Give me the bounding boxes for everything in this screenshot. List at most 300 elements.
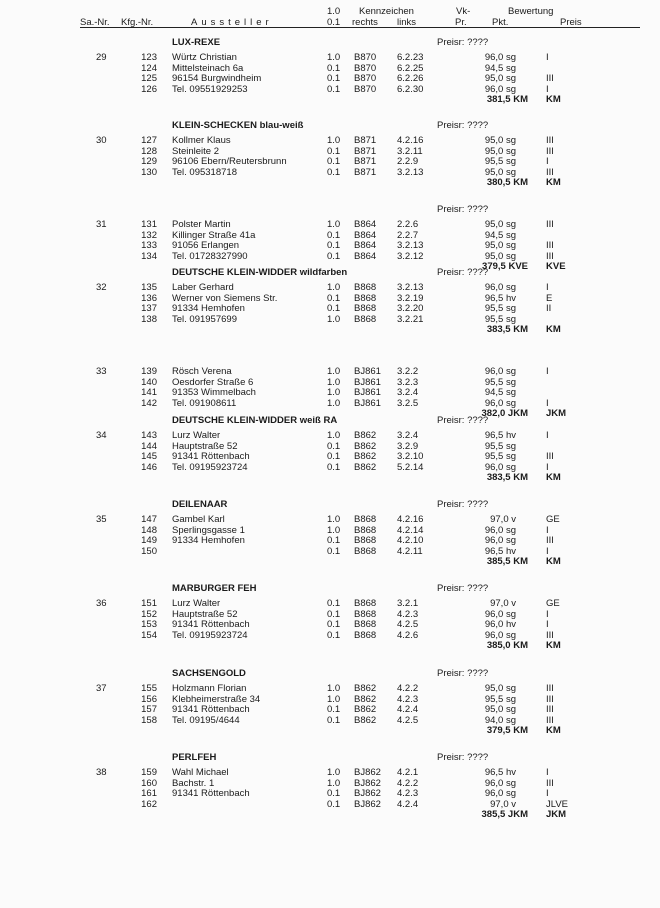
prize-cell: III (546, 145, 554, 157)
table-row (0, 230, 660, 241)
header-links: links (397, 17, 417, 28)
aussteller-cell: Steinleite 2 (172, 145, 220, 157)
total-points: 383,5 KM (486, 323, 528, 335)
total-points: 380,5 KM (486, 176, 528, 188)
aussteller-cell: Bachstr. 1 (172, 777, 215, 789)
prize-cell: III (546, 693, 554, 705)
tattoo-left-cell: 4.2.3 (397, 608, 419, 620)
tattoo-right-cell: BJ862 (354, 777, 381, 789)
section-block (0, 752, 660, 832)
table-row (0, 52, 660, 63)
header-rule (80, 27, 640, 28)
sex-cell: 0.1 (327, 608, 341, 620)
kaefig-nr: 123 (141, 52, 157, 63)
prize-cell: III (546, 240, 554, 252)
prize-cell: I (546, 619, 549, 631)
points-cell: 95,0 sg (484, 240, 516, 252)
tattoo-right-cell: B868 (354, 608, 377, 620)
total-prize: JKM (546, 808, 567, 820)
points-cell: 94,0 sg (484, 715, 516, 727)
tattoo-left-cell: 3.2.12 (397, 251, 424, 263)
total-points: 382,0 JKM (481, 407, 528, 419)
tattoo-left-cell: 3.2.13 (397, 282, 424, 293)
kaefig-nr: 143 (141, 430, 157, 441)
section-preisrichter: Preisr: ???? (437, 267, 489, 278)
table-row (0, 63, 660, 74)
header-kfg-nr: Kfg.-Nr. (121, 17, 154, 28)
aussteller-cell: Tel. 01728327990 (172, 251, 248, 263)
sex-cell: 0.1 (327, 251, 341, 263)
table-row (0, 146, 660, 157)
header-vk: Vk- (456, 6, 471, 17)
kaefig-nr: 128 (141, 145, 157, 157)
aussteller-cell: 91341 Röttenbach (172, 704, 250, 716)
points-cell: 95,0 sg (484, 145, 516, 157)
points-cell: 96,0 sg (484, 535, 516, 547)
total-prize: KM (546, 176, 561, 188)
tattoo-right-cell: B864 (354, 219, 377, 230)
points-cell: 95,0 sg (484, 219, 516, 230)
kaefig-nr: 132 (141, 229, 157, 241)
kaefig-nr: 124 (141, 62, 157, 74)
aussteller-cell: Tel. 095318718 (172, 167, 237, 179)
prize-cell: III (546, 73, 554, 85)
prize-cell: JLVE (546, 799, 569, 811)
section-block (0, 415, 660, 495)
sex-cell: 1.0 (327, 376, 341, 388)
points-cell: 96,5 hv (484, 430, 516, 441)
aussteller-cell: 91341 Röttenbach (172, 451, 250, 463)
points-cell: 95,5 sg (484, 451, 516, 463)
aussteller-cell: Lurz Walter (172, 598, 221, 609)
tattoo-left-cell: 4.2.14 (397, 524, 424, 536)
section-preisrichter: Preisr: ???? (437, 583, 489, 594)
tattoo-left-cell: 3.2.19 (397, 292, 424, 304)
aussteller-cell: Oesdorfer Straße 6 (172, 376, 254, 388)
section-preisrichter: Preisr: ???? (437, 204, 489, 215)
points-cell: 96,0 sg (484, 462, 516, 474)
aussteller-cell: Killinger Straße 41a (172, 229, 256, 241)
section-title: DEUTSCHE KLEIN-WIDDER weiß RA (172, 415, 338, 426)
tattoo-right-cell: B868 (354, 292, 377, 304)
points-cell: 96,0 sg (484, 84, 516, 96)
table-row (0, 387, 660, 398)
aussteller-cell: Polster Martin (172, 219, 231, 230)
total-prize: KM (546, 471, 561, 483)
section-preisrichter: Preisr: ???? (437, 668, 489, 679)
kaefig-nr: 130 (141, 167, 157, 179)
sex-cell: 0.1 (327, 799, 341, 811)
total-prize: KM (546, 639, 561, 651)
tattoo-right-cell: B868 (354, 546, 377, 558)
kaefig-nr: 152 (141, 608, 157, 620)
points-cell: 95,5 sg (484, 303, 516, 315)
tattoo-left-cell: 3.2.4 (397, 387, 419, 399)
tattoo-right-cell: B868 (354, 303, 377, 315)
aussteller-cell: Tel. 09195923724 (172, 462, 248, 474)
kaefig-nr: 162 (141, 799, 157, 811)
sammlung-nr: 37 (96, 683, 107, 694)
aussteller-cell: Holzmann Florian (172, 683, 247, 694)
points-cell: 95,0 sg (484, 704, 516, 716)
prize-cell: III (546, 715, 554, 727)
sammlung-nr: 35 (96, 514, 107, 525)
sex-cell: 0.1 (327, 440, 341, 452)
kaefig-nr: 141 (141, 387, 157, 399)
kaefig-nr: 155 (141, 683, 157, 694)
table-row (0, 525, 660, 536)
tattoo-left-cell: 4.2.16 (397, 135, 424, 146)
points-cell: 96,0 sg (484, 608, 516, 620)
table-row (0, 303, 660, 314)
sex-cell: 0.1 (327, 292, 341, 304)
sex-cell: 1.0 (327, 219, 341, 230)
prize-cell: I (546, 52, 549, 63)
total-points: 379,5 KVE (482, 260, 528, 272)
tattoo-right-cell: B864 (354, 229, 377, 241)
sex-cell: 0.1 (327, 73, 341, 85)
tattoo-right-cell: B864 (354, 251, 377, 263)
aussteller-cell: Würtz Christian (172, 52, 237, 63)
section-title: KLEIN-SCHECKEN blau-weiß (172, 120, 304, 131)
header-bewertung: Bewertung (508, 6, 554, 17)
points-cell: 97,0 v (490, 799, 516, 811)
total-points: 385,0 KM (486, 639, 528, 651)
aussteller-cell: 91334 Hemhofen (172, 303, 245, 315)
table-row (0, 535, 660, 546)
tattoo-left-cell: 4.2.2 (397, 777, 419, 789)
tattoo-right-cell: B868 (354, 282, 377, 293)
section-block (0, 120, 660, 200)
kaefig-nr: 125 (141, 73, 157, 85)
section-block (0, 499, 660, 579)
prize-cell: III (546, 451, 554, 463)
kaefig-nr: 154 (141, 630, 157, 642)
tattoo-left-cell: 3.2.4 (397, 430, 419, 441)
table-row (0, 219, 660, 230)
sex-cell: 0.1 (327, 715, 341, 727)
kaefig-nr: 136 (141, 292, 157, 304)
sex-cell: 0.1 (327, 546, 341, 558)
points-cell: 96,0 sg (484, 282, 516, 293)
points-cell: 95,0 sg (484, 683, 516, 694)
tattoo-left-cell: 4.2.11 (397, 546, 423, 558)
aussteller-cell: Hauptstraße 52 (172, 440, 238, 452)
kaefig-nr: 139 (141, 366, 157, 377)
sex-cell: 0.1 (327, 630, 341, 642)
points-cell: 95,5 sg (484, 440, 516, 452)
tattoo-right-cell: B868 (354, 630, 377, 642)
sex-cell: 1.0 (327, 314, 341, 326)
prize-cell: I (546, 788, 549, 800)
sex-cell: 0.1 (327, 598, 341, 609)
points-cell: 95,0 sg (484, 73, 516, 85)
points-cell: 96,5 hv (484, 292, 516, 304)
sex-cell: 0.1 (327, 788, 341, 800)
aussteller-cell: Rösch Verena (172, 366, 232, 377)
sex-cell: 1.0 (327, 387, 341, 399)
tattoo-right-cell: B862 (354, 683, 377, 694)
table-row (0, 430, 660, 441)
sex-cell: 0.1 (327, 619, 341, 631)
aussteller-cell: 91353 Wimmelbach (172, 387, 256, 399)
sammlung-nr: 31 (96, 219, 107, 230)
prize-cell: GE (546, 514, 560, 525)
aussteller-cell: 96106 Ebern/Reutersbrunn (172, 156, 287, 168)
prize-cell: I (546, 767, 549, 778)
section-preisrichter: Preisr: ???? (437, 499, 489, 510)
total-prize: KM (546, 323, 561, 335)
prize-cell: III (546, 630, 554, 642)
aussteller-cell: Mittelsteinach 6a (172, 62, 244, 74)
tattoo-left-cell: 6.2.30 (397, 84, 424, 96)
kaefig-nr: 142 (141, 398, 157, 410)
tattoo-right-cell: B862 (354, 693, 377, 705)
section-title: DEUTSCHE KLEIN-WIDDER wildfarben (172, 267, 348, 278)
total-row (0, 556, 660, 567)
points-cell: 94,5 sg (484, 387, 516, 399)
header-rechts: rechts (352, 17, 378, 28)
points-cell: 96,0 hv (484, 619, 516, 631)
table-row (0, 282, 660, 293)
kaefig-nr: 135 (141, 282, 157, 293)
aussteller-cell: Lurz Walter (172, 430, 221, 441)
section-title: LUX-REXE (172, 37, 221, 48)
tattoo-right-cell: B862 (354, 430, 377, 441)
sex-cell: 0.1 (327, 451, 341, 463)
points-cell: 95,5 sg (484, 156, 516, 168)
table-row (0, 778, 660, 789)
tattoo-right-cell: BJ862 (354, 788, 381, 800)
tattoo-left-cell: 4.2.1 (397, 767, 419, 778)
tattoo-left-cell: 2.2.6 (397, 219, 419, 230)
total-row (0, 324, 660, 335)
tattoo-right-cell: B862 (354, 440, 377, 452)
sex-cell: 1.0 (327, 52, 341, 63)
section-block (0, 267, 660, 347)
header-sex-female: 0.1 (327, 17, 341, 28)
table-row (0, 135, 660, 146)
tattoo-left-cell: 5.2.14 (397, 462, 424, 474)
tattoo-right-cell: B868 (354, 314, 377, 326)
table-row (0, 156, 660, 167)
kaefig-nr: 156 (141, 693, 157, 705)
kaefig-nr: 137 (141, 303, 157, 315)
tattoo-left-cell: 3.2.13 (397, 240, 424, 252)
tattoo-left-cell: 2.2.9 (397, 156, 419, 168)
section-preisrichter: Preisr: ???? (437, 752, 489, 763)
points-cell: 96,0 sg (484, 788, 516, 800)
points-cell: 96,5 hv (484, 767, 516, 778)
points-cell: 96,5 hv (484, 546, 516, 558)
total-prize: KVE (546, 260, 566, 272)
points-cell: 94,5 sg (484, 62, 516, 74)
kaefig-nr: 160 (141, 777, 157, 789)
points-cell: 97,0 v (490, 514, 516, 525)
kaefig-nr: 146 (141, 462, 157, 474)
sammlung-nr: 36 (96, 598, 107, 609)
sex-cell: 0.1 (327, 704, 341, 716)
aussteller-cell: Tel. 09195/4644 (172, 715, 240, 727)
table-row (0, 73, 660, 84)
kaefig-nr: 159 (141, 767, 157, 778)
section-title: PERLFEH (172, 752, 217, 763)
kaefig-nr: 148 (141, 524, 157, 536)
table-row (0, 514, 660, 525)
sex-cell: 0.1 (327, 62, 341, 74)
aussteller-cell: 91341 Röttenbach (172, 788, 250, 800)
total-row (0, 725, 660, 736)
tattoo-right-cell: B862 (354, 451, 377, 463)
header-pr: Pr. (455, 17, 467, 28)
aussteller-cell: Tel. 091957699 (172, 314, 237, 326)
total-row (0, 640, 660, 651)
prize-cell: III (546, 251, 554, 263)
tattoo-right-cell: B862 (354, 715, 377, 727)
prize-cell: II (546, 303, 552, 315)
sex-cell: 0.1 (327, 535, 341, 547)
aussteller-cell: 91056 Erlangen (172, 240, 240, 252)
points-cell: 95,5 sg (484, 376, 516, 388)
prize-cell: III (546, 167, 554, 179)
total-row (0, 177, 660, 188)
section-title: MARBURGER FEH (172, 583, 257, 594)
tattoo-left-cell: 3.2.13 (397, 167, 424, 179)
section-preisrichter: Preisr: ???? (437, 120, 489, 131)
tattoo-right-cell: B862 (354, 462, 377, 474)
prize-cell: III (546, 535, 554, 547)
points-cell: 96,0 sg (484, 777, 516, 789)
kaefig-nr: 157 (141, 704, 157, 716)
section-preisrichter: Preisr: ???? (437, 415, 489, 426)
kaefig-nr: 144 (141, 440, 157, 452)
points-cell: 94,5 sg (484, 229, 516, 241)
prize-cell: I (546, 546, 549, 558)
prize-cell: E (546, 292, 553, 304)
section-preisrichter: Preisr: ???? (437, 37, 489, 48)
tattoo-left-cell: 4.2.2 (397, 683, 419, 694)
points-cell: 95,5 sg (484, 314, 516, 326)
total-prize: KM (546, 93, 561, 105)
tattoo-right-cell: B871 (354, 167, 377, 179)
prize-cell: I (546, 282, 549, 293)
sammlung-nr: 34 (96, 430, 107, 441)
aussteller-cell: 91334 Hemhofen (172, 535, 245, 547)
tattoo-right-cell: B871 (354, 135, 377, 146)
aussteller-cell: Tel. 09551929253 (172, 84, 248, 96)
header-pkt: Pkt. (492, 17, 509, 28)
tattoo-right-cell: B868 (354, 598, 377, 609)
prize-cell: III (546, 777, 554, 789)
sex-cell: 0.1 (327, 462, 341, 474)
tattoo-left-cell: 4.2.10 (397, 535, 424, 547)
tattoo-right-cell: BJ861 (354, 398, 381, 410)
tattoo-right-cell: B868 (354, 535, 377, 547)
section-block (0, 37, 660, 117)
table-row (0, 441, 660, 452)
total-points: 381,5 KM (486, 93, 528, 105)
header-aussteller: Aussteller (191, 17, 273, 28)
aussteller-cell: Gambel Karl (172, 514, 225, 525)
sex-cell: 0.1 (327, 156, 341, 168)
tattoo-left-cell: 3.2.1 (397, 598, 419, 609)
tattoo-right-cell: B868 (354, 619, 377, 631)
prize-cell: III (546, 135, 554, 146)
tattoo-left-cell: 6.2.26 (397, 73, 424, 85)
kaefig-nr: 131 (141, 219, 157, 230)
kaefig-nr: 134 (141, 251, 157, 263)
sex-cell: 1.0 (327, 777, 341, 789)
prize-cell: I (546, 462, 549, 474)
tattoo-left-cell: 3.2.21 (397, 314, 424, 326)
kaefig-nr: 149 (141, 535, 157, 547)
kaefig-nr: 153 (141, 619, 157, 631)
sex-cell: 1.0 (327, 514, 341, 525)
tattoo-right-cell: BJ862 (354, 799, 381, 811)
aussteller-cell: Tel. 09195923724 (172, 630, 248, 642)
table-row (0, 788, 660, 799)
tattoo-left-cell: 4.2.4 (397, 799, 419, 811)
points-cell: 96,0 sg (484, 630, 516, 642)
total-points: 383,5 KM (486, 471, 528, 483)
kaefig-nr: 129 (141, 156, 157, 168)
kaefig-nr: 151 (141, 598, 157, 609)
points-cell: 95,0 sg (484, 135, 516, 146)
table-row (0, 451, 660, 462)
sex-cell: 0.1 (327, 84, 341, 96)
prize-cell: I (546, 430, 549, 441)
aussteller-cell: Tel. 091908611 (172, 398, 237, 410)
kaefig-nr: 161 (141, 788, 157, 800)
sammlung-nr: 33 (96, 366, 107, 377)
points-cell: 96,0 sg (484, 524, 516, 536)
prize-cell: III (546, 219, 554, 230)
header-sa-nr: Sa.-Nr. (80, 17, 110, 28)
sex-cell: 1.0 (327, 282, 341, 293)
tattoo-left-cell: 3.2.11 (397, 145, 423, 157)
table-row (0, 240, 660, 251)
tattoo-right-cell: BJ861 (354, 376, 381, 388)
sex-cell: 1.0 (327, 366, 341, 377)
points-cell: 97,0 v (490, 598, 516, 609)
aussteller-cell: Laber Gerhard (172, 282, 234, 293)
aussteller-cell: Wahl Michael (172, 767, 229, 778)
aussteller-cell: Werner von Siemens Str. (172, 292, 278, 304)
tattoo-right-cell: B864 (354, 240, 377, 252)
sex-cell: 1.0 (327, 524, 341, 536)
tattoo-right-cell: B870 (354, 52, 377, 63)
sex-cell: 1.0 (327, 693, 341, 705)
tattoo-left-cell: 3.2.3 (397, 376, 419, 388)
tattoo-right-cell: B871 (354, 156, 377, 168)
tattoo-left-cell: 4.2.4 (397, 704, 419, 716)
tattoo-left-cell: 6.2.23 (397, 52, 424, 63)
tattoo-left-cell: 4.2.3 (397, 788, 419, 800)
kaefig-nr: 150 (141, 546, 157, 558)
tattoo-left-cell: 2.2.7 (397, 229, 419, 241)
prize-cell: I (546, 398, 549, 410)
sex-cell: 0.1 (327, 167, 341, 179)
table-row (0, 366, 660, 377)
table-row (0, 704, 660, 715)
kaefig-nr: 127 (141, 135, 157, 146)
sammlung-nr: 30 (96, 135, 107, 146)
tattoo-right-cell: B870 (354, 73, 377, 85)
points-cell: 95,5 sg (484, 693, 516, 705)
header-kennzeichen: Kennzeichen (359, 6, 414, 17)
prize-cell: I (546, 366, 549, 377)
sex-cell: 0.1 (327, 145, 341, 157)
